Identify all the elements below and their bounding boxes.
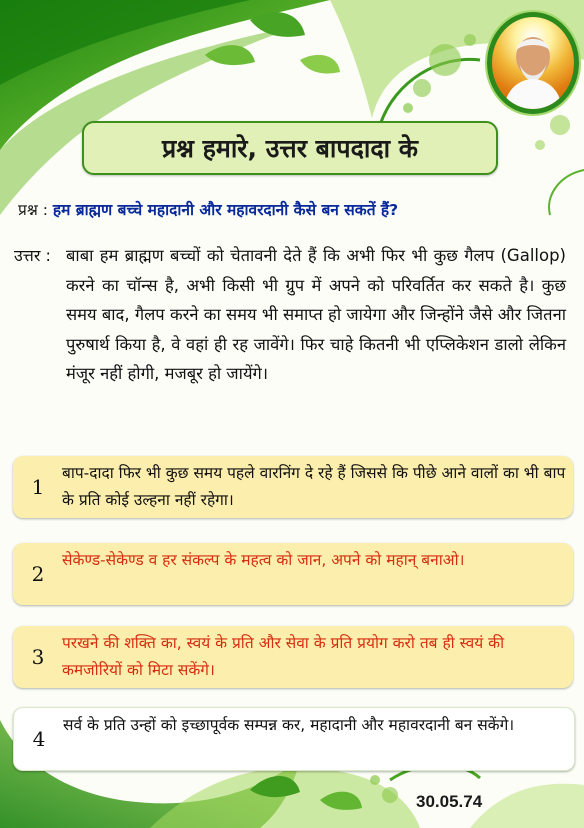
point-text: सेकेण्ड-सेकेण्ड व हर संकल्प के महत्व को जान, अपने को महान् बनाओ। [62, 551, 465, 569]
page-title: प्रश्न हमारे, उत्तर बापदादा के [162, 134, 418, 163]
point-3 [13, 626, 573, 688]
answer-text: बाबा हम ब्राह्मण बच्चों को चेतावनी देते हैं कि अभी फिर भी कुछ गैलप (Gallop) करने का चॉन्स है, अभी किसी भी ग्रुप में अपने को परिवर्तित कर सकते है। कुछ समय बाद, गैलप करने का समय भी समाप्त हो जायेगा और जिन्होंने जैसे और जितना पुरुषार्थ किया है, वे वहां ही रह जावेंगे। फिर चाहे कितनी भी एप्लिकेशन डालो लेकिन मंजूर नहीं होगी, मजबूर हो जायेंगे। [66, 246, 566, 383]
point-number: 4 [32, 727, 46, 751]
question-text: हम ब्राह्मण बच्चे महादानी और महावरदानी कैसे बन सकतें हैं? [52, 201, 399, 219]
point-number: 3 [31, 645, 45, 669]
point-4 [13, 707, 575, 771]
point-text: बाप-दादा फिर भी कुछ समय पहले वारनिंग दे रहे हैं जिससे कि पीछे आने वालों का भी बाप के प्रति कोई उल्हना नहीं रहेगा। [62, 464, 566, 509]
portrait-photo-icon [487, 12, 579, 114]
question-label: प्रश्न : [18, 201, 48, 219]
answer-label: उत्तर : [14, 246, 51, 265]
point-2 [13, 543, 573, 605]
title-banner [82, 121, 498, 175]
point-number: 1 [31, 475, 45, 499]
question [18, 198, 578, 220]
point-text: परखने की शक्ति का, स्वयं के प्रति और सेवा के प्रति प्रयोग करो तब ही स्वयं की कमजोरियों को मिटा सकेंगे। [62, 634, 505, 679]
point-number: 2 [31, 562, 45, 586]
date-label: 30.05.74 [416, 792, 483, 811]
point-text: सर्व के प्रति उन्हों को इच्छापूर्वक सम्पन्न कर, महादानी और महावरदानी बन सकेंगे। [63, 716, 515, 734]
point-1 [13, 456, 573, 518]
portrait-figure [492, 17, 574, 109]
